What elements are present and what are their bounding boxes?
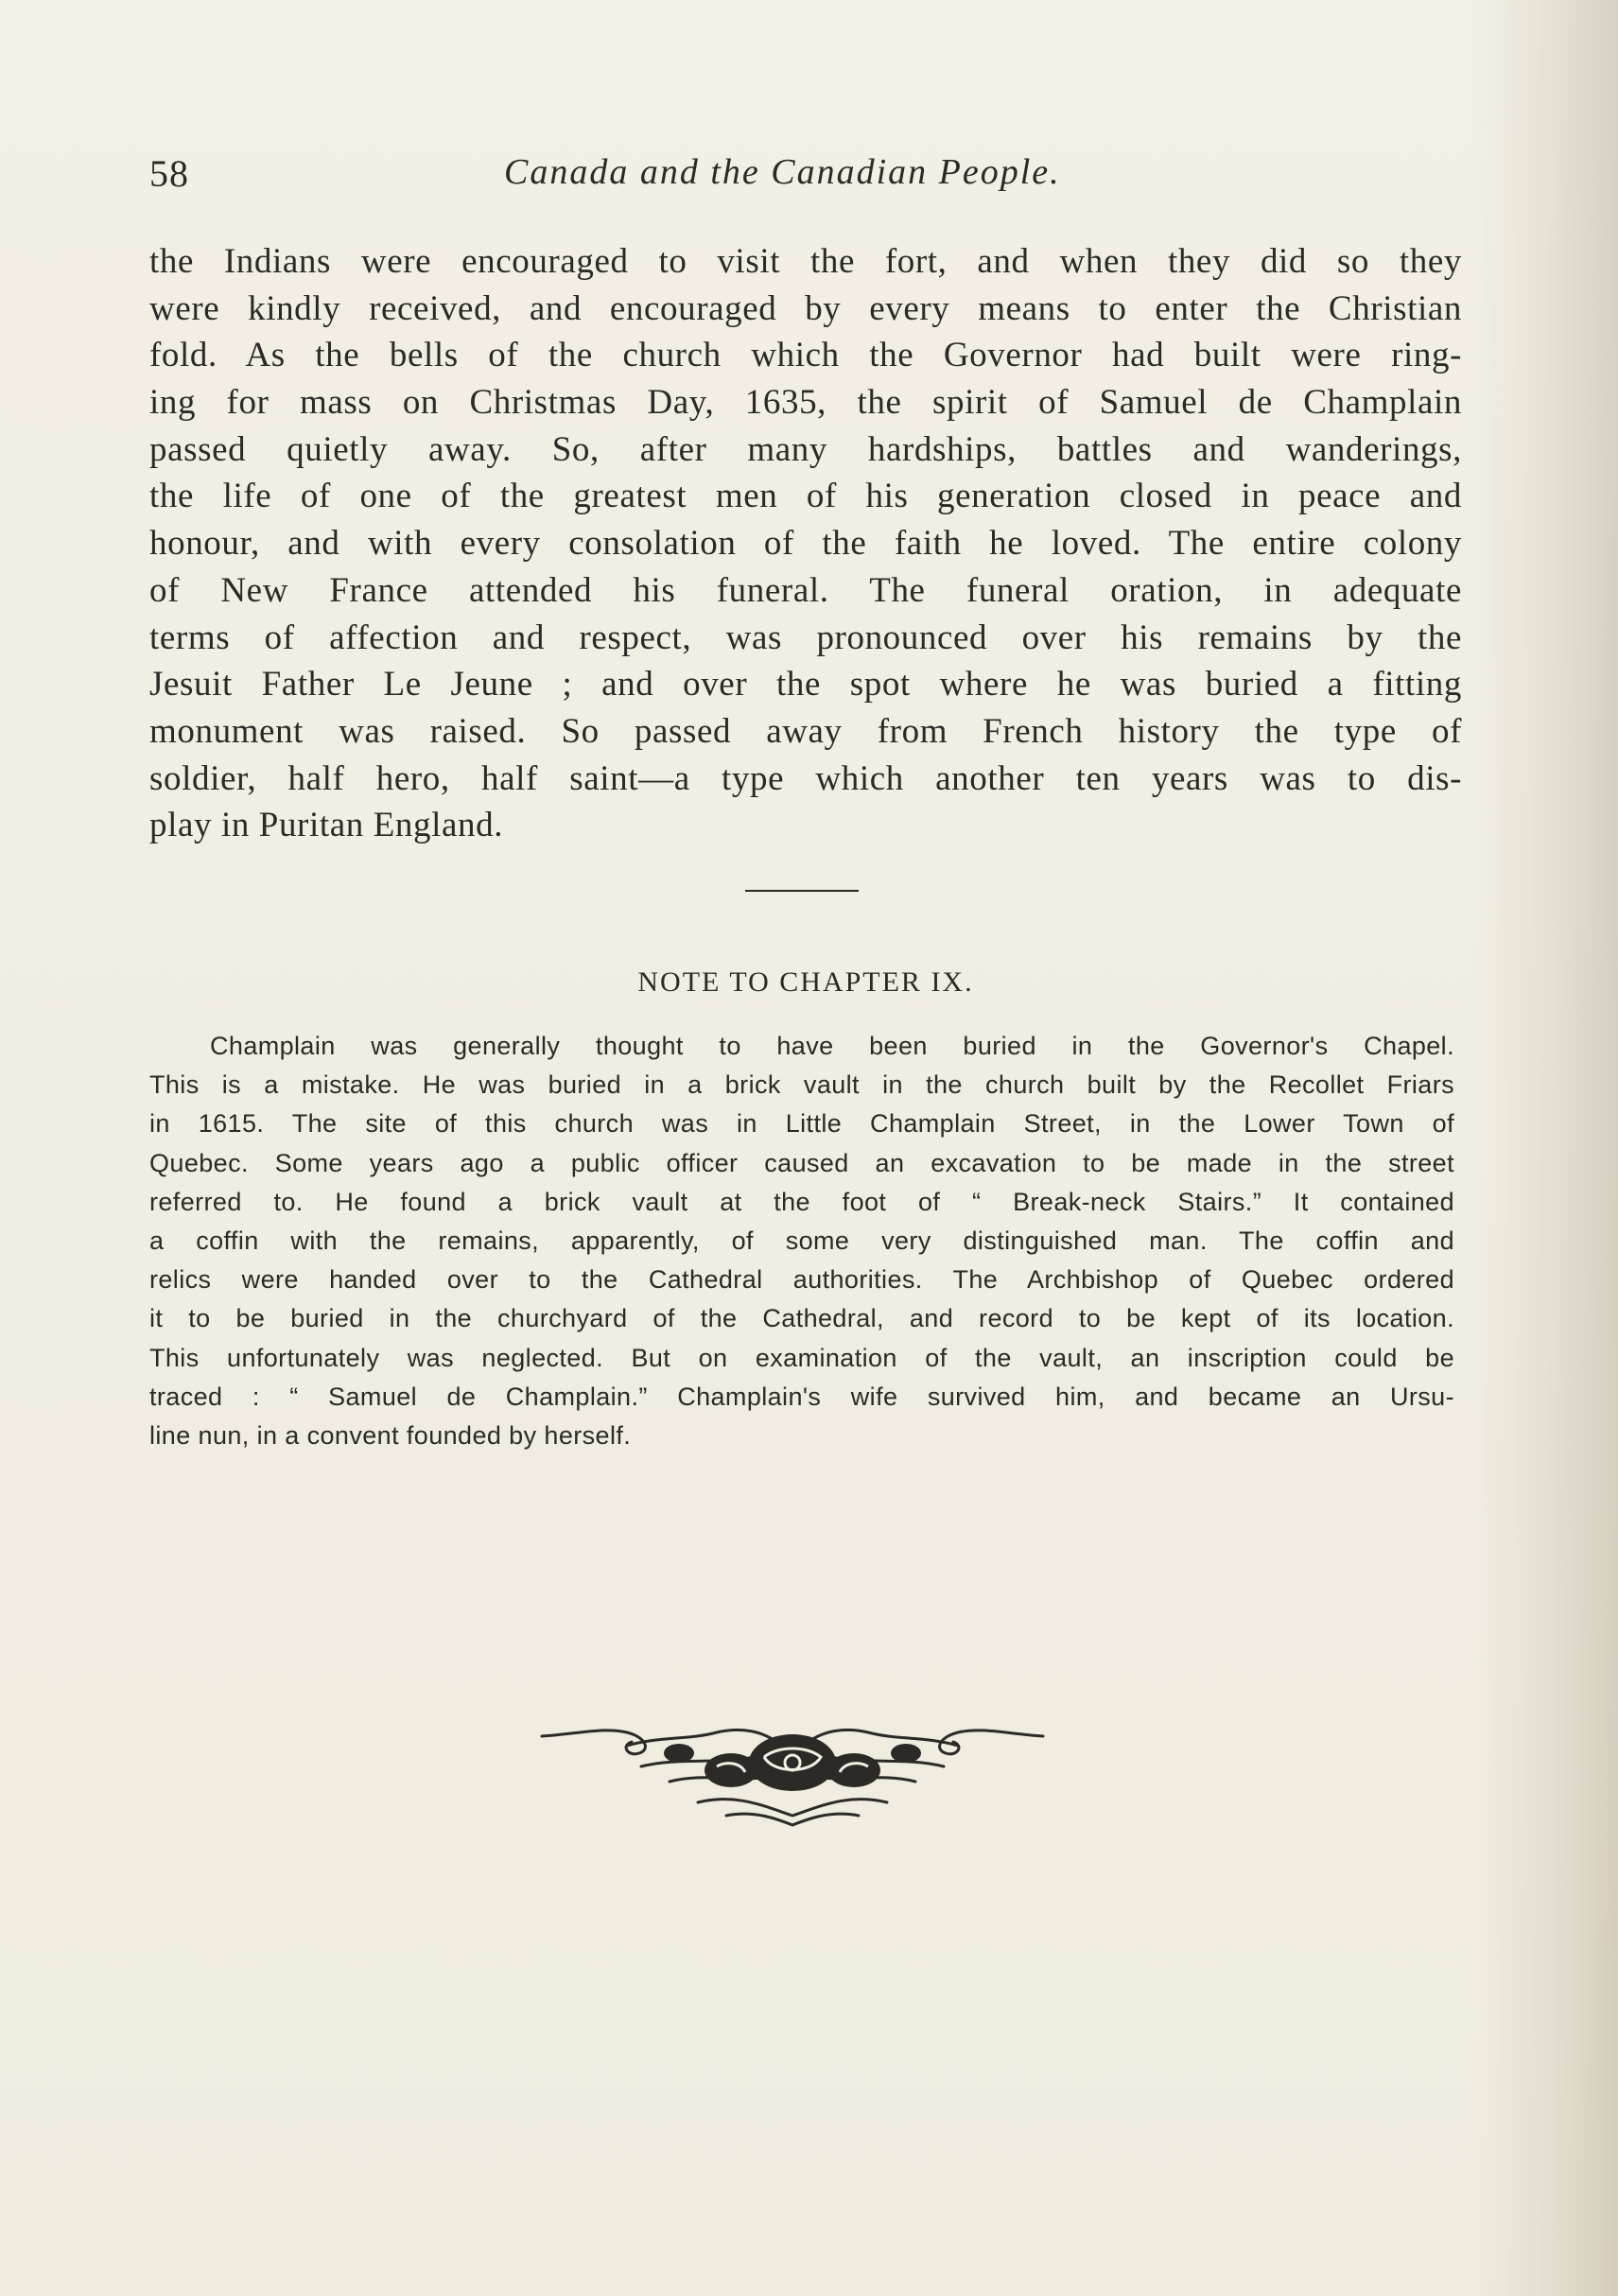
body-line: of New France attended his funeral. The funeral oration, in adequate <box>149 570 1462 610</box>
body-paragraph <box>149 238 1462 849</box>
page-number: 58 <box>149 152 189 195</box>
body-line: soldier, half hero, half saint—a type which another ten years was to dis- <box>149 758 1462 798</box>
body-line: honour, and with every consolation of the faith he loved. The entire colony <box>149 524 1462 564</box>
body-line: ing for mass on Christmas Day, 1635, the spirit of Samuel de Champlain <box>149 383 1462 423</box>
running-title: Canada and the Canadian People. <box>504 152 1061 192</box>
note-line: in 1615. The site of this church was in Little Champlain Street, in the Lower Town of <box>149 1109 1454 1139</box>
body-line: the Indians were encouraged to visit the fort, and when they did so they <box>149 242 1462 281</box>
body-line: fold. As the bells of the church which the Governor had built were ring- <box>149 336 1462 375</box>
note-line: a coffin with the remains, apparently, of some very distinguished man. The coffin and <box>149 1226 1454 1255</box>
body-line: passed quietly away. So, after many hardships, battles and wanderings, <box>149 429 1462 469</box>
body-line: monument was raised. So passed away from French history the type of <box>149 711 1462 751</box>
body-line: terms of affection and respect, was pronounced over his remains by the <box>149 617 1462 657</box>
body-line: Jesuit Father Le Jeune ; and over the spot where he was buried a fitting <box>149 665 1462 704</box>
body-line: play in Puritan England. <box>149 806 504 845</box>
note-line: Champlain was generally thought to have been buried in the Governor's Chapel. <box>210 1032 1454 1060</box>
body-line: the life of one of the greatest men of his generation closed in peace and <box>149 477 1462 516</box>
note-line: line nun, in a convent founded by herself. <box>149 1420 632 1450</box>
note-line: This is a mistake. He was buried in a brick vault in the church built by the Recollet Friars <box>149 1070 1454 1100</box>
running-head <box>149 151 1464 208</box>
note-line: it to be buried in the churchyard of the Cathedral, and record to be kept of its location. <box>149 1304 1454 1333</box>
ornament-tailpiece-icon <box>537 1708 1048 1831</box>
note-line: traced : “ Samuel de Champlain.” Champlain's wife survived him, and became an Ursu- <box>149 1382 1454 1411</box>
note-line: This unfortunately was neglected. But on examination of the vault, an inscription could be <box>149 1343 1454 1372</box>
note-line: relics were handed over to the Cathedral authorities. The Archbishop of Quebec ordered <box>149 1265 1454 1295</box>
note-line: Quebec. Some years ago a public officer caused an excavation to be made in the street <box>149 1148 1454 1177</box>
section-divider <box>745 890 859 892</box>
note-line: referred to. He found a brick vault at the foot of “ Break-neck Stairs.” It contained <box>149 1187 1454 1216</box>
note-heading: NOTE TO CHAPTER IX. <box>637 966 974 998</box>
note-paragraph <box>149 1027 1454 1455</box>
body-line: were kindly received, and encouraged by every means to enter the Christian <box>149 288 1462 328</box>
